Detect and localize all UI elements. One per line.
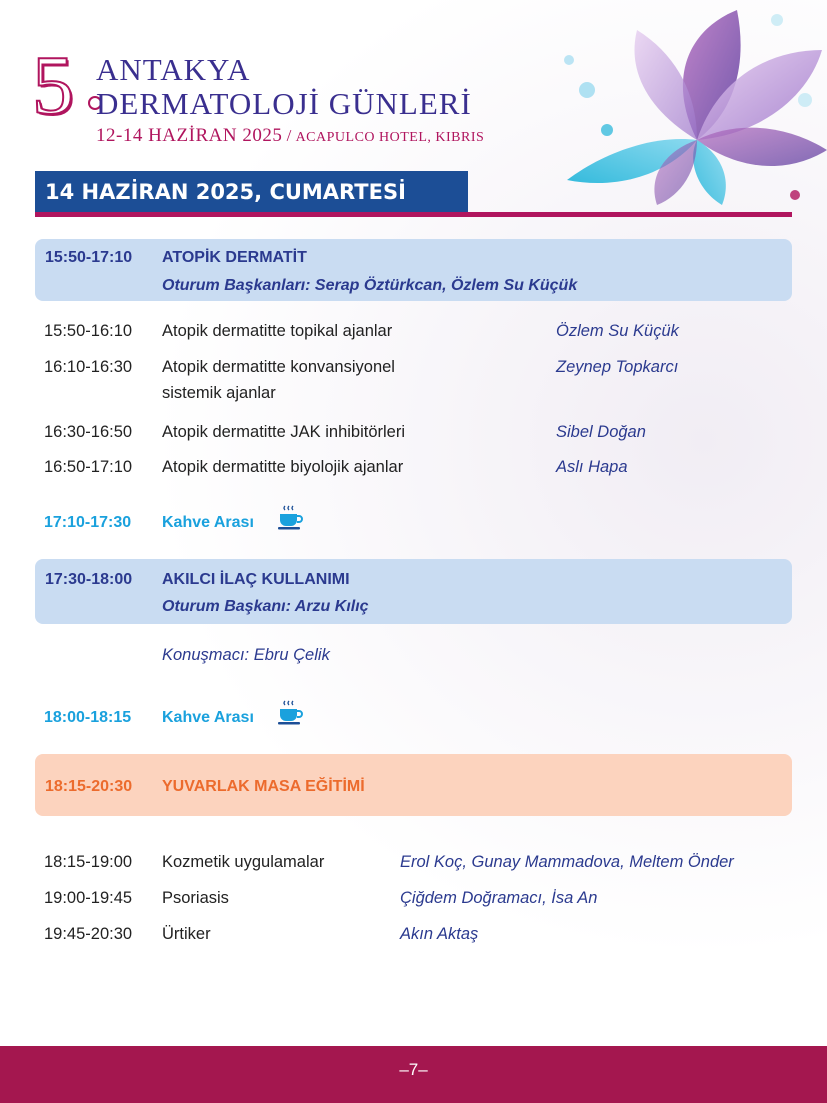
talk-speaker: Akın Aktaş [400,925,479,943]
talk-title: Atopik dermatitte JAK inhibitörleri [162,423,406,441]
break-label: Kahve Arası [162,709,254,726]
break-time: 18:00-18:15 [44,709,132,726]
day-banner-rule [35,212,792,217]
talk-title: Atopik dermatitte topikal ajanlar [162,322,393,340]
talk-title: Atopik dermatitte biyolojik ajanlar [162,458,404,476]
logo-date-venue [96,125,484,147]
talk-speaker: Sibel Doğan [556,423,646,441]
talk-time: 19:00-19:45 [44,889,133,907]
session-box-atopic [35,239,792,301]
page-footer [0,1046,827,1103]
session-title: AKILCI İLAÇ KULLANIMI [162,571,350,588]
logo-venue: ACAPULCO HOTEL, KIBRIS [295,130,485,145]
coffee-cup-icon [276,699,304,727]
talk-title: Atopik dermatitte konvansiyonel [162,358,395,376]
congress-logo [28,39,548,158]
logo-city: ANTAKYA [96,52,251,87]
session-box-roundtable [35,754,792,816]
talk-speaker: Zeynep Topkarcı [556,358,679,376]
page-number: –7– [399,1060,428,1079]
session-speaker: Konuşmacı: Ebru Çelik [162,646,330,664]
talk-time: 15:50-16:10 [44,322,133,340]
logo-dates: 12-14 HAZİRAN 2025 [96,125,283,146]
lotus-flower-decoration [547,0,827,215]
talk-time: 16:10-16:30 [44,358,133,376]
talk-time: 16:50-17:10 [44,458,133,476]
session-chairs: Oturum Başkanları: Serap Öztürkcan, Özlem Su Küçük [162,277,578,294]
session-title: ATOPİK DERMATİT [162,249,307,266]
talk-speaker: Özlem Su Küçük [556,322,679,340]
logo-event-name: DERMATOLOJİ GÜNLERİ [96,86,472,121]
talk-speaker: Erol Koç, Gunay Mammadova, Meltem Önder [400,853,734,871]
session-time: 18:15-20:30 [45,778,133,795]
session-title: YUVARLAK MASA EĞİTİMİ [162,778,365,795]
session-time: 15:50-17:10 [45,249,133,266]
logo-slash: / [286,126,292,145]
talk-time: 16:30-16:50 [44,423,133,441]
talk-title: Ürtiker [162,925,211,943]
talk-speaker: Aslı Hapa [556,458,628,476]
talk-time: 18:15-19:00 [44,853,133,871]
day-banner: 14 HAZİRAN 2025, CUMARTESİ [35,171,468,213]
session-box-rational-drug-use [35,559,792,624]
coffee-cup-icon [276,504,304,532]
talk-speaker: Çiğdem Doğramacı, İsa An [400,889,598,907]
session-time: 17:30-18:00 [45,571,133,588]
talk-title: Psoriasis [162,889,229,907]
session-chairs: Oturum Başkanı: Arzu Kılıç [162,598,369,615]
break-label: Kahve Arası [162,514,254,531]
talk-time: 19:45-20:30 [44,925,133,943]
edition-number: 5 [32,39,74,132]
talk-title: Kozmetik uygulamalar [162,853,325,871]
talk-title-continued: sistemik ajanlar [162,384,276,402]
break-time: 17:10-17:30 [44,514,132,531]
